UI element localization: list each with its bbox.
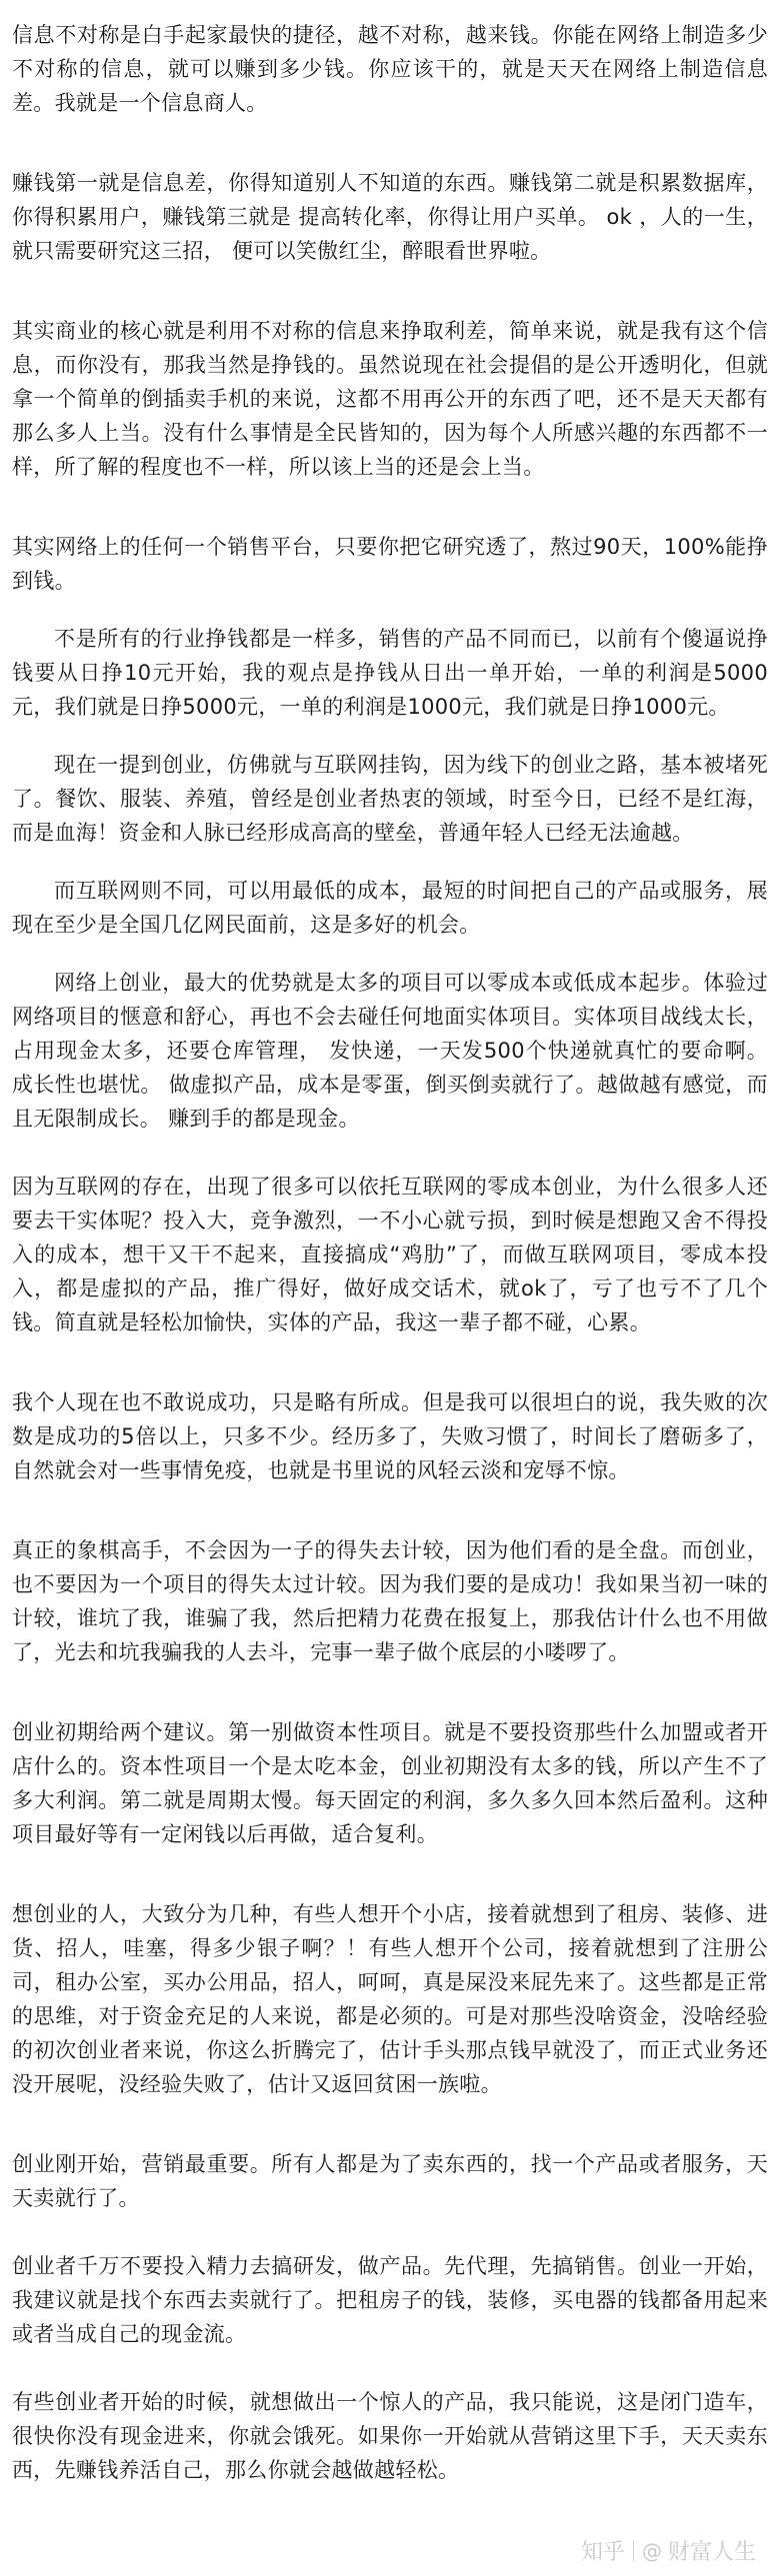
paragraph-12: 创业初期给两个建议。第一别做资本性项目。就是不要投资那些什么加盟或者开店什么的。资本性项目一个是太吃本金，创业初期没有太多的钱，所以产生不了多大利润。第二就是周期太慢。每天固定的利润，多久多久回本然后盈利。这种项目最好等有一定闲钱以后再做，适合复利。 (12, 1720, 768, 1846)
paragraph-16: 有些创业者开始的时候，就想做出一个惊人的产品，我只能说，这是闭门造车，很快你没有现金进来，你就会饿死。如果你一开始就从营销这里下手，天天卖东西，先赚钱养活自己，那么你就会越做越轻松。 (12, 2390, 768, 2482)
watermark-divider (633, 2541, 634, 2561)
paragraph-8: 网络上创业，最大的优势就是太多的项目可以零成本或低成本起步。体验过网络项目的惬意和舒心，再也不会去碰任何地面实体项目。实体项目战线太长，占用现金太多，还要仓库管理， 发快递，一天发500个快递就真忙的要命啊。 成长性也堪忧。 做虚拟产品，成本是零蛋，倒买倒卖就行了。越做越有感觉，而且无限制成长。 赚到手的都是现金。 (12, 971, 768, 1131)
watermark-author: 财富人生 (667, 2540, 756, 2565)
paragraph-2: 赚钱第一就是信息差，你得知道别人不知道的东西。赚钱第二就是积累数据库，你得积累用户，赚钱第三就是 提高转化率，你得让用户买单。 ok ，人的一生，就只需要研究这三招， 便可以笑傲红尘，醉眼看世界啦。 (12, 171, 768, 263)
paragraph-1: 信息不对称是白手起家最快的捷径，越不对称，越来钱。你能在网络上制造多少不对称的信息，就可以赚到多少钱。你应该干的，就是天天在网络上制造信息差。我就是一个信息商人。 (12, 23, 768, 115)
watermark-site: 知乎 (580, 2540, 625, 2565)
paragraph-15: 创业者千万不要投入精力去搞研发，做产品。先代理，先搞销售。创业一开始，我建议就是找个东西去卖就行了。把租房子的钱，装修，买电器的钱都备用起来或者当成自己的现金流。 (12, 2254, 768, 2346)
paragraph-10: 我个人现在也不敢说成功，只是略有所成。但是我可以很坦白的说，我失败的次数是成功的5倍以上，只多不少。经历多了，失败习惯了，时间长了磨砺多了，自然就会对一些事情免疫，也就是书里说的风轻云淡和宠辱不惊。 (12, 1390, 768, 1482)
paragraph-13: 想创业的人，大致分为几种，有些人想开个小店，接着就想到了租房、装修、进货、招人，哇塞，得多少银子啊？！有些人想开个公司，接着就想到了注册公司，租办公室，买办公用品，招人，呵呵，真是屎没来屁先来了。这些都是正常的思维，对于资金充足的人来说，都是必须的。可是对那些没啥资金，没啥经验的初次创业者来说，你这么折腾完了，估计手头那点钱早就没了，而正式业务还没开展呢，没经验失败了，估计又返回贫困一族啦。 (12, 1902, 768, 2096)
paragraph-11: 真正的象棋高手，不会因为一子的得失去计较，因为他们看的是全盘。而创业，也不要因为一个项目的得失太过计较。因为我们要的是成功！我如果当初一味的计较，谁坑了我，谁骗了我，然后把精力花费在报复上，那我估计什么也不用做了，光去和坑我骗我的人去斗，完事一辈子做个底层的小喽啰了。 (12, 1538, 768, 1664)
paragraph-9: 因为互联网的存在，出现了很多可以依托互联网的零成本创业，为什么很多人还要去干实体呢？投入大，竞争激烈，一不小心就亏损，到时候是想跑又舍不得投入的成本，想干又干不起来，直接搞成“鸡肋”了，而做互联网项目，零成本投入，都是虚拟的产品，推广得好，做好成交话术，就ok了，亏了也亏不了几个钱。简直就是轻松加愉快，实体的产品，我这一辈子都不碰，心累。 (12, 1175, 768, 1334)
watermark-at: @ (641, 2538, 662, 2563)
paragraph-14: 创业刚开始，营销最重要。所有人都是为了卖东西的，找一个产品或者服务，天天卖就行了。 (12, 2152, 768, 2210)
paragraph-7: 而互联网则不同，可以用最低的成本，最短的时间把自己的产品或服务，展现在至少是全国几亿网民面前，这是多好的机会。 (12, 879, 768, 937)
paragraph-6: 现在一提到创业，仿佛就与互联网挂钩，因为线下的创业之路，基本被堵死了。餐饮、服装、养殖，曾经是创业者热衷的领域，时至今日，已经不是红海，而是血海！资金和人脉已经形成高高的壁垒，普通年轻人已经无法逾越。 (12, 753, 768, 845)
paragraph-4: 其实网络上的任何一个销售平台，只要你把它研究透了，熬过90天，100%能挣到钱。 (12, 535, 768, 593)
paragraph-5: 不是所有的行业挣钱都是一样多，销售的产品不同而已，以前有个傻逼说挣钱要从日挣10元开始，我的观点是挣钱从日出一单开始，一单的利润是5000元，我们就是日挣5000元，一单的利润是1000元，我们就是日挣1000元。 (12, 627, 768, 719)
paragraph-3: 其实商业的核心就是利用不对称的信息来挣取利差，简单来说，就是我有这个信息，而你没有，那我当然是挣钱的。虽然说现在社会提倡的是公开透明化，但就拿一个简单的倒插卖手机的来说，这都不用再公开的东西了吧，还不是天天都有那么多人上当。没有什么事情是全民皆知的，因为每个人所感兴趣的东西都不一样，所了解的程度也不一样，所以该上当的还是会上当。 (12, 319, 768, 479)
zhihu-watermark (575, 2533, 762, 2568)
